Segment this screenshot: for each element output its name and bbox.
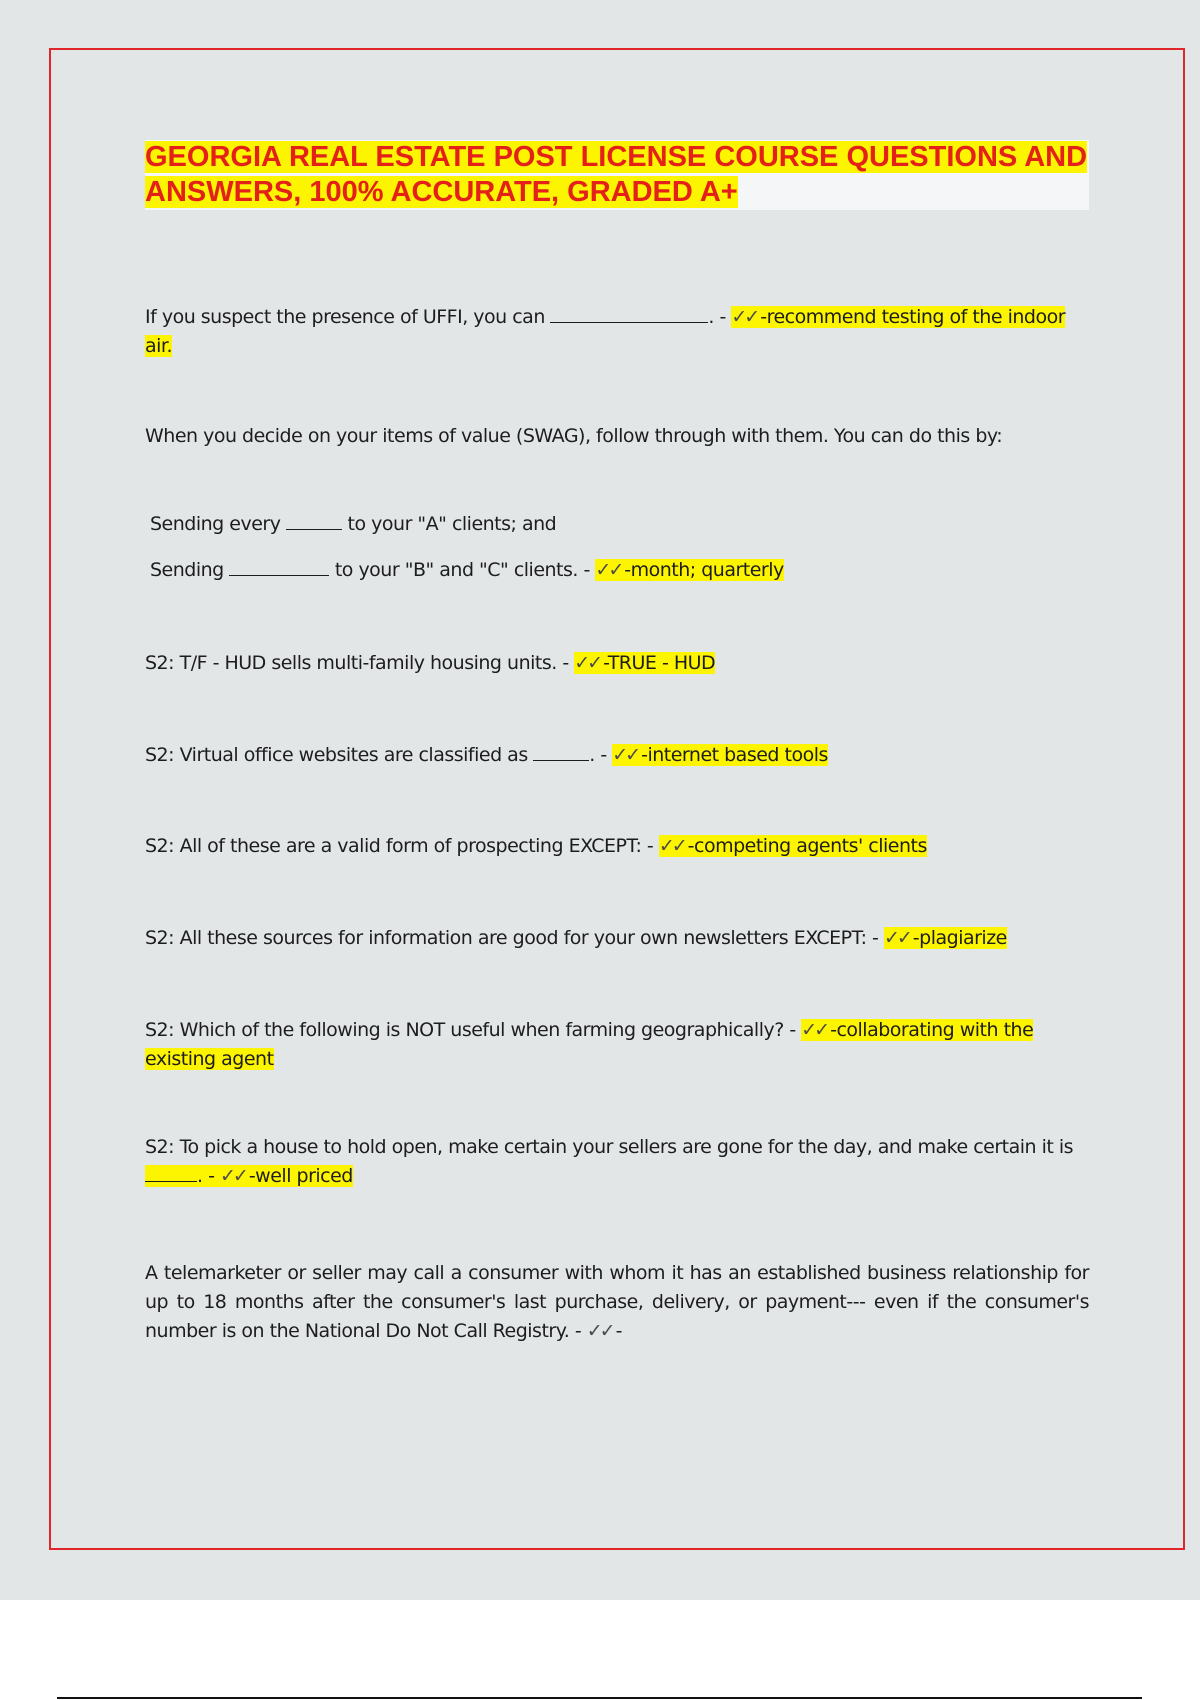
answer-blank	[286, 511, 342, 530]
double-check-icon: ✓✓	[219, 1165, 246, 1187]
answer-highlight: ✓✓ -TRUE - HUD	[574, 652, 716, 674]
answer-blank	[229, 557, 329, 576]
double-check-icon: ✓✓	[586, 1320, 613, 1342]
question-prospecting: S2: All of these are a valid form of prospecting EXCEPT: - ✓✓ -competing agents' clients	[145, 835, 927, 857]
answer-blank	[550, 304, 708, 323]
question-text: When you decide on your items of value (SWAG), follow through with them. You can do this by:	[145, 425, 1003, 447]
double-check-icon: ✓✓	[595, 559, 622, 581]
question-open-house: S2: To pick a house to hold open, make certain your sellers are gone for the day, and make certain it is . - ✓✓ -well priced	[145, 1136, 1074, 1187]
document-title	[145, 140, 1089, 210]
double-check-icon: ✓✓	[883, 927, 910, 949]
question-virtual-office: S2: Virtual office websites are classified as . - ✓✓ -internet based tools	[145, 744, 828, 766]
answer-blank	[533, 742, 589, 761]
answer-highlight: ✓✓ -plagiarize	[883, 927, 1007, 949]
answer-continuation: existing agent	[145, 1048, 274, 1070]
answer-highlight: ✓✓ -collaborating with the	[801, 1019, 1034, 1041]
answer-blank	[145, 1163, 197, 1182]
document-body	[145, 140, 1089, 1342]
question-newsletters: S2: All these sources for information are good for your own newsletters EXCEPT: - ✓✓ -plagiarize	[145, 927, 1007, 949]
question-swag	[145, 422, 1089, 451]
answer-highlight: ✓✓ -month; quarterly	[595, 559, 784, 581]
question-uffi: If you suspect the presence of UFFI, you can . - ✓✓ -recommend testing of the indoor air.	[145, 306, 1066, 357]
question-text: If you suspect the presence of UFFI, you can	[145, 306, 545, 328]
question-swag-line-2: Sending to your "B" and "C" clients. - ✓✓ -month; quarterly	[150, 559, 784, 581]
answer-highlight: . - ✓✓ -well priced	[145, 1165, 353, 1187]
answer-highlight: ✓✓ -recommend testing of the indoor	[731, 306, 1066, 328]
title-line-2: ANSWERS, 100% ACCURATE, GRADED A+	[145, 176, 738, 208]
double-check-icon: ✓✓	[612, 744, 639, 766]
footer-rule	[57, 1697, 1142, 1699]
question-swag-line-1: Sending every to your "A" clients; and	[150, 513, 557, 535]
double-check-icon: ✓✓	[658, 835, 685, 857]
double-check-icon: ✓✓	[731, 306, 758, 328]
answer-continuation: air.	[145, 335, 173, 357]
question-hud: S2: T/F - HUD sells multi-family housing units. - ✓✓ -TRUE - HUD	[145, 652, 716, 674]
double-check-icon: ✓✓	[801, 1019, 828, 1041]
title-line-1: GEORGIA REAL ESTATE POST LICENSE COURSE QUESTIONS AND	[145, 141, 1088, 173]
question-farming: S2: Which of the following is NOT useful when farming geographically? - ✓✓ -collaborating with the existing agent	[145, 1019, 1034, 1070]
answer-highlight: ✓✓ -internet based tools	[612, 744, 828, 766]
double-check-icon: ✓✓	[574, 652, 601, 674]
answer-highlight: ✓✓ -competing agents' clients	[658, 835, 927, 857]
question-do-not-call: A telemarketer or seller may call a consumer with whom it has an established business relationship for up to 18 months after the consumer's last purchase, delivery, or payment--- even if the consumer's number is on the National Do Not Call Registry. - ✓✓ -	[145, 1262, 1089, 1342]
